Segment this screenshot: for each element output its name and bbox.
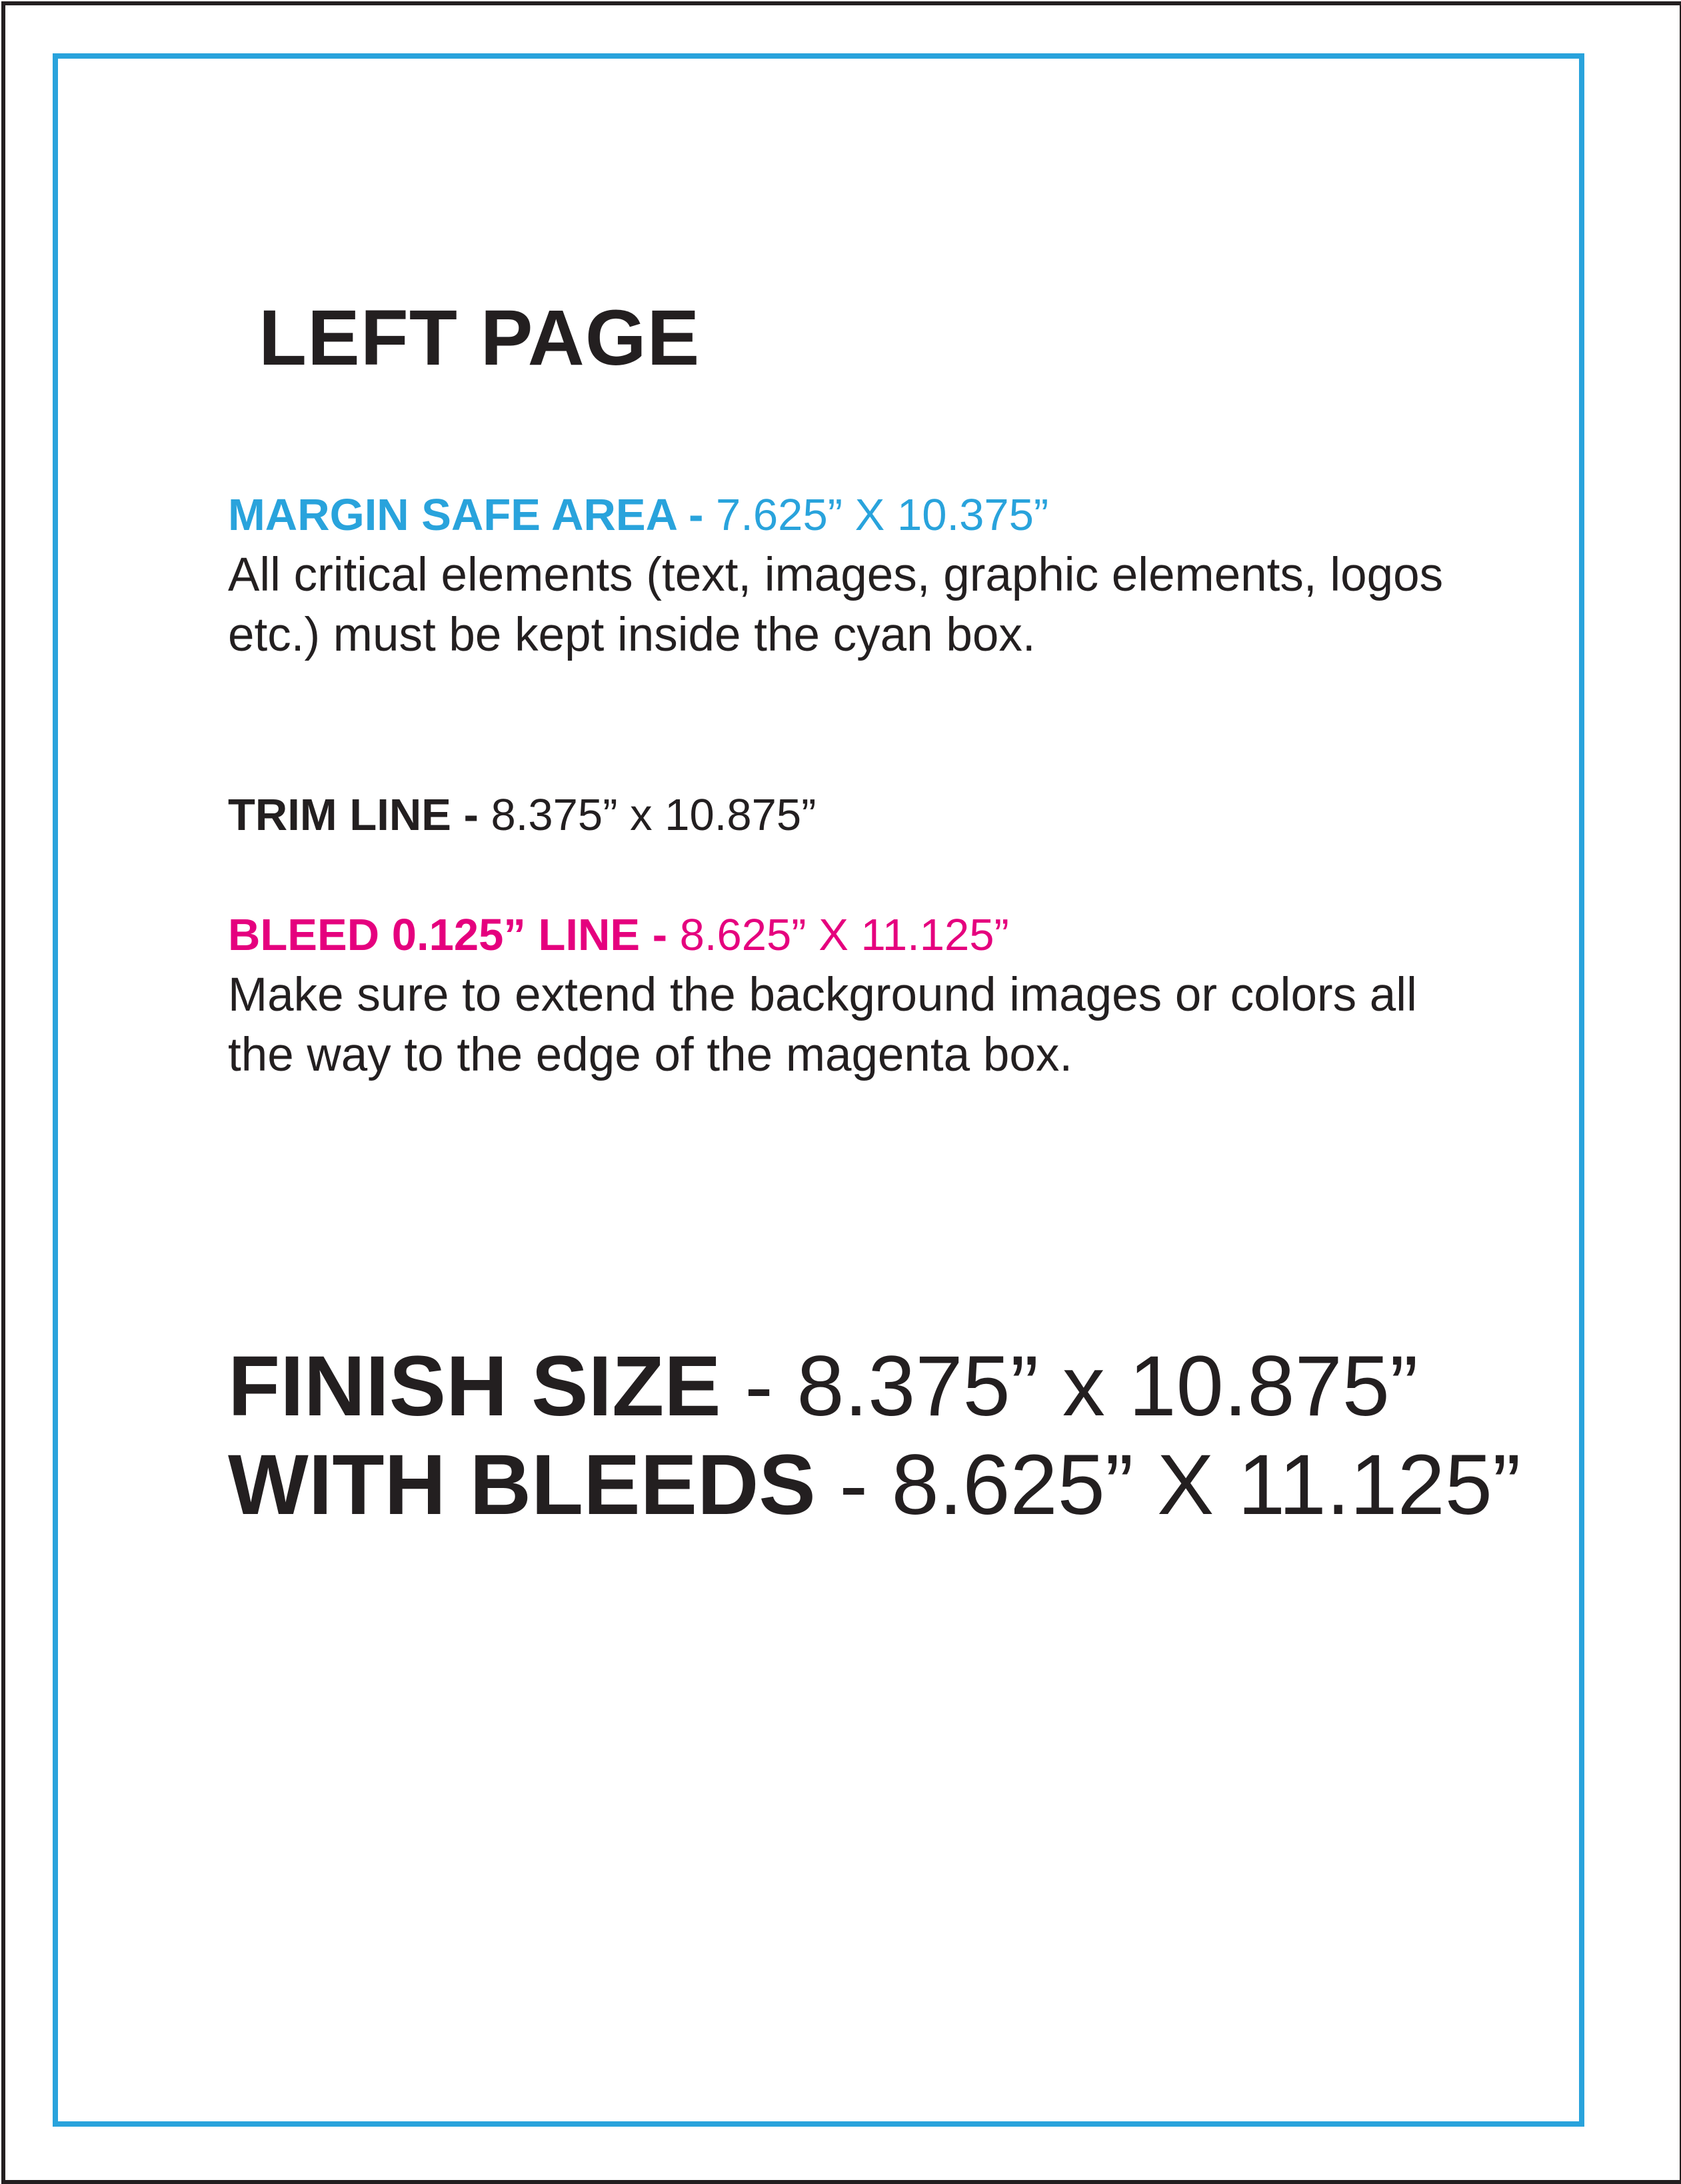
finish-size-label: FINISH SIZE <box>228 1339 721 1434</box>
finish-size-value: - 8.375” x 10.875” <box>745 1339 1418 1434</box>
trim-line-heading <box>228 785 816 845</box>
bleed-line-value: 8.625” X 11.125” <box>679 910 1009 960</box>
margin-safe-area-heading <box>228 485 1494 545</box>
bleed-line-heading <box>228 905 1494 965</box>
page-title: LEFT PAGE <box>259 294 701 382</box>
margin-safe-area-label: MARGIN SAFE AREA - <box>228 490 704 540</box>
trim-line-value: 8.375” x 10.875” <box>491 790 817 840</box>
margin-safe-area-value: 7.625” X 10.375” <box>716 490 1049 540</box>
with-bleeds-line <box>228 1436 1521 1535</box>
with-bleeds-value: - 8.625” X 11.125” <box>839 1437 1521 1533</box>
bleed-line-description: Make sure to extend the background images or colors all the way to the edge of the magenta box. <box>228 969 1417 1081</box>
bleed-line-label: BLEED 0.125” LINE - <box>228 910 668 960</box>
margin-safe-area-section <box>228 485 1494 665</box>
trim-line-label: TRIM LINE - <box>228 790 479 840</box>
size-summary <box>228 1337 1521 1535</box>
margin-safe-area-description: All critical elements (text, images, graphic elements, logos etc.) must be kept inside the cyan box. <box>228 549 1444 661</box>
finish-size-line <box>228 1337 1521 1436</box>
bleed-line-section <box>228 905 1494 1085</box>
with-bleeds-label: WITH BLEEDS <box>228 1437 816 1533</box>
trim-line-section <box>228 785 816 845</box>
